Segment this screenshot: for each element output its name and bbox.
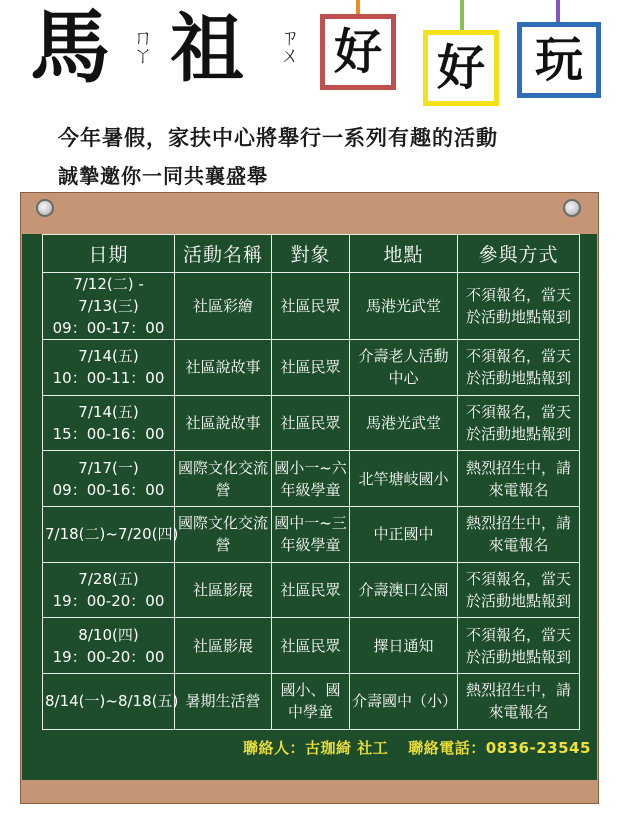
cell-activity: 國際文化交流營 [175,507,272,563]
title-char-zu: 祖 [170,6,244,92]
table-row [43,395,580,451]
subtitle-line-1: 今年暑假，家扶中心將舉行一系列有趣的活動 [58,126,498,150]
pin-left-icon [36,199,54,217]
cell-date [43,395,175,451]
pin-right-icon [563,199,581,217]
cell-place: 擇日通知 [350,618,458,674]
date-text: 7/14(五) [78,403,139,422]
cell-target: 社區民眾 [272,340,350,396]
cell-date [43,340,175,396]
time-text: 09：00-16：00 [52,480,165,499]
cell-place: 介壽澳口公園 [350,562,458,618]
cell-join: 不須報名，當天於活動地點報到 [458,273,580,340]
contact-phone: 聯絡電話：0836-23545 [408,739,591,757]
cell-date [43,674,179,730]
cell-date [43,273,175,340]
cell-activity: 社區彩繪 [175,273,272,340]
title-zhuyin-zu: ㄗㄨ [280,25,300,67]
table-row [43,618,580,674]
cell-place: 馬港光武堂 [350,273,458,340]
cell-join: 不須報名，當天於活動地點報到 [458,340,580,396]
title-char-ma: 馬 [30,1,108,94]
header-activity: 活動名稱 [175,235,272,273]
table-row [43,273,580,340]
table-row [43,562,580,618]
cell-place: 中正國中 [350,507,458,563]
table-row [43,451,580,507]
title-tag-wan: 玩 [517,22,601,98]
cell-join: 不須報名，當天於活動地點報到 [458,395,580,451]
cell-target: 社區民眾 [272,395,350,451]
cell-target: 國小、國中學童 [272,674,350,730]
header-date: 日期 [43,235,175,273]
date-text: 7/17(一) [78,458,139,477]
cell-join: 熱烈招生中，請來電報名 [458,674,580,730]
cell-date [43,451,175,507]
date-text: 8/14(一)~8/18(五) [45,692,179,711]
table-row [43,674,580,730]
cell-date [43,507,179,563]
cell-join: 熱烈招生中，請來電報名 [458,507,580,563]
cell-activity: 社區影展 [175,562,272,618]
time-text: 10：00-11：00 [52,369,165,388]
cell-place: 介壽國中（小） [350,674,458,730]
hanging-string-yellow [460,0,464,32]
cell-date [43,618,175,674]
table-row [43,507,580,563]
cell-target: 國小一~六年級學童 [272,451,350,507]
table-row [43,340,580,396]
time-text: 09：00-17：00 [52,319,165,337]
title-tag-hao-1: 好 [320,14,396,90]
date-text: 7/12(二) - 7/13(三) [73,275,144,315]
date-text: 7/14(五) [78,347,139,366]
header-target: 對象 [272,235,350,273]
cell-place: 北竿塘岐國小 [350,451,458,507]
date-text: 7/18(二)~7/20(四) [45,525,179,544]
time-text: 19：00-20：00 [52,592,165,611]
cell-activity: 社區說故事 [175,340,272,396]
cell-activity: 暑期生活營 [175,674,272,730]
cell-date [43,562,175,618]
time-text: 19：00-20：00 [52,647,165,666]
date-text: 7/28(五) [78,570,139,589]
title-zhuyin-ma: ㄇㄚ [133,25,153,67]
table-header-row [43,235,580,273]
time-text: 15：00-16：00 [52,425,165,444]
cell-join: 不須報名，當天於活動地點報到 [458,562,580,618]
cell-activity: 國際文化交流營 [175,451,272,507]
cell-join: 熱烈招生中，請來電報名 [458,451,580,507]
schedule-table [42,234,580,730]
header-place: 地點 [350,235,458,273]
subtitle-line-2: 誠摯邀你一同共襄盛舉 [58,164,268,188]
contact-info [243,737,591,758]
cell-target: 社區民眾 [272,618,350,674]
cell-activity: 社區影展 [175,618,272,674]
cell-place: 介壽老人活動中心 [350,340,458,396]
cell-place: 馬港光武堂 [350,395,458,451]
cell-activity: 社區說故事 [175,395,272,451]
cell-target: 國中一~三年級學童 [272,507,350,563]
cell-join: 不須報名，當天於活動地點報到 [458,618,580,674]
date-text: 8/10(四) [78,625,139,644]
header-join: 參與方式 [458,235,580,273]
cell-target: 社區民眾 [272,562,350,618]
cell-target: 社區民眾 [272,273,350,340]
hanging-string-blue [556,0,560,24]
title-tag-hao-2: 好 [423,30,499,106]
contact-person: 聯絡人：古珈綺 社工 [243,739,389,757]
